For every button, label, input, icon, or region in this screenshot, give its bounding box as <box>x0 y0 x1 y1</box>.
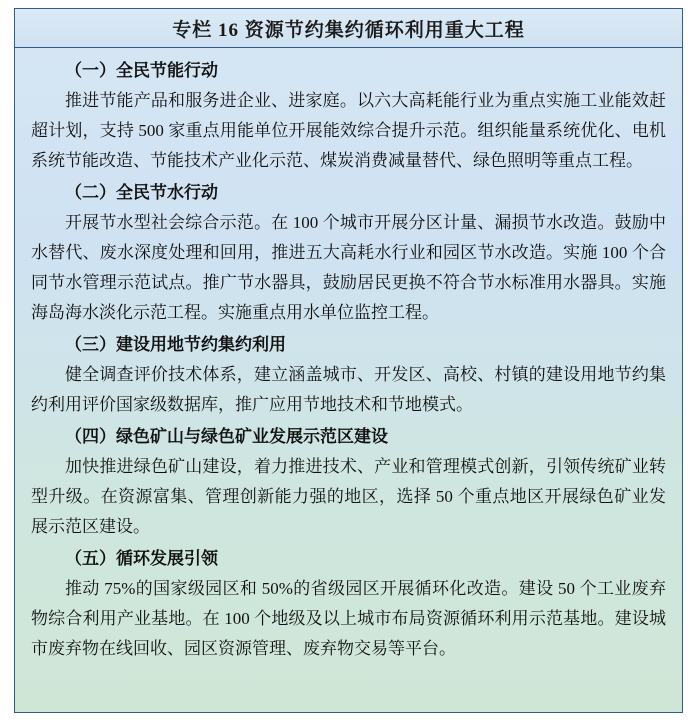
section-4-heading: （四）绿色矿山与绿色矿业发展示范区建设 <box>65 427 388 446</box>
section-5-heading: （五）循环发展引领 <box>65 549 218 568</box>
page-title: 专栏 16 资源节约集约循环利用重大工程 <box>172 19 525 41</box>
section-1-body: 推进节能产品和服务进企业、进家庭。以六大高耗能行业为重点实施工业能效赶超计划，支持 500 家重点用能单位开展能效综合提升示范。组织能量系统优化、电机系统节能改造、节能技术产业化示范、煤炭消费减量替代、绿色照明等重点工程。 <box>31 91 666 170</box>
section-2-heading: （二）全民节水行动 <box>65 183 218 202</box>
section-1-heading: （一）全民节能行动 <box>65 61 218 80</box>
section-3 <box>31 330 666 420</box>
section-3-heading: （三）建设用地节约集约利用 <box>65 335 286 354</box>
section-5 <box>31 544 666 664</box>
box-content <box>15 48 682 664</box>
section-2 <box>31 178 666 328</box>
section-1 <box>31 56 666 176</box>
box-title-bar <box>15 9 682 48</box>
feature-box-16 <box>14 8 683 713</box>
section-4 <box>31 422 666 542</box>
section-2-body: 开展节水型社会综合示范。在 100 个城市开展分区计量、漏损节水改造。鼓励中水替代、废水深度处理和回用，推进五大高耗水行业和园区节水改造。实施 100 个合同节水管理示范试点。推广节水器具，鼓励居民更换不符合节水标准用水器具。实施海岛海水淡化示范工程。实施重点用水单位监控工程。 <box>31 213 666 322</box>
section-4-body: 加快推进绿色矿山建设，着力推进技术、产业和管理模式创新，引领传统矿业转型升级。在资源富集、管理创新能力强的地区，选择 50 个重点地区开展绿色矿业发展示范区建设。 <box>31 457 666 536</box>
section-3-body: 健全调查评价技术体系，建立涵盖城市、开发区、高校、村镇的建设用地节约集约利用评价国家级数据库，推广应用节地技术和节地模式。 <box>31 365 666 414</box>
section-5-body: 推动 75%的国家级园区和 50%的省级园区开展循环化改造。建设 50 个工业废弃物综合利用产业基地。在 100 个地级及以上城市布局资源循环利用示范基地。建设城市废弃物在线回收、园区资源管理、废弃物交易等平台。 <box>31 579 666 658</box>
